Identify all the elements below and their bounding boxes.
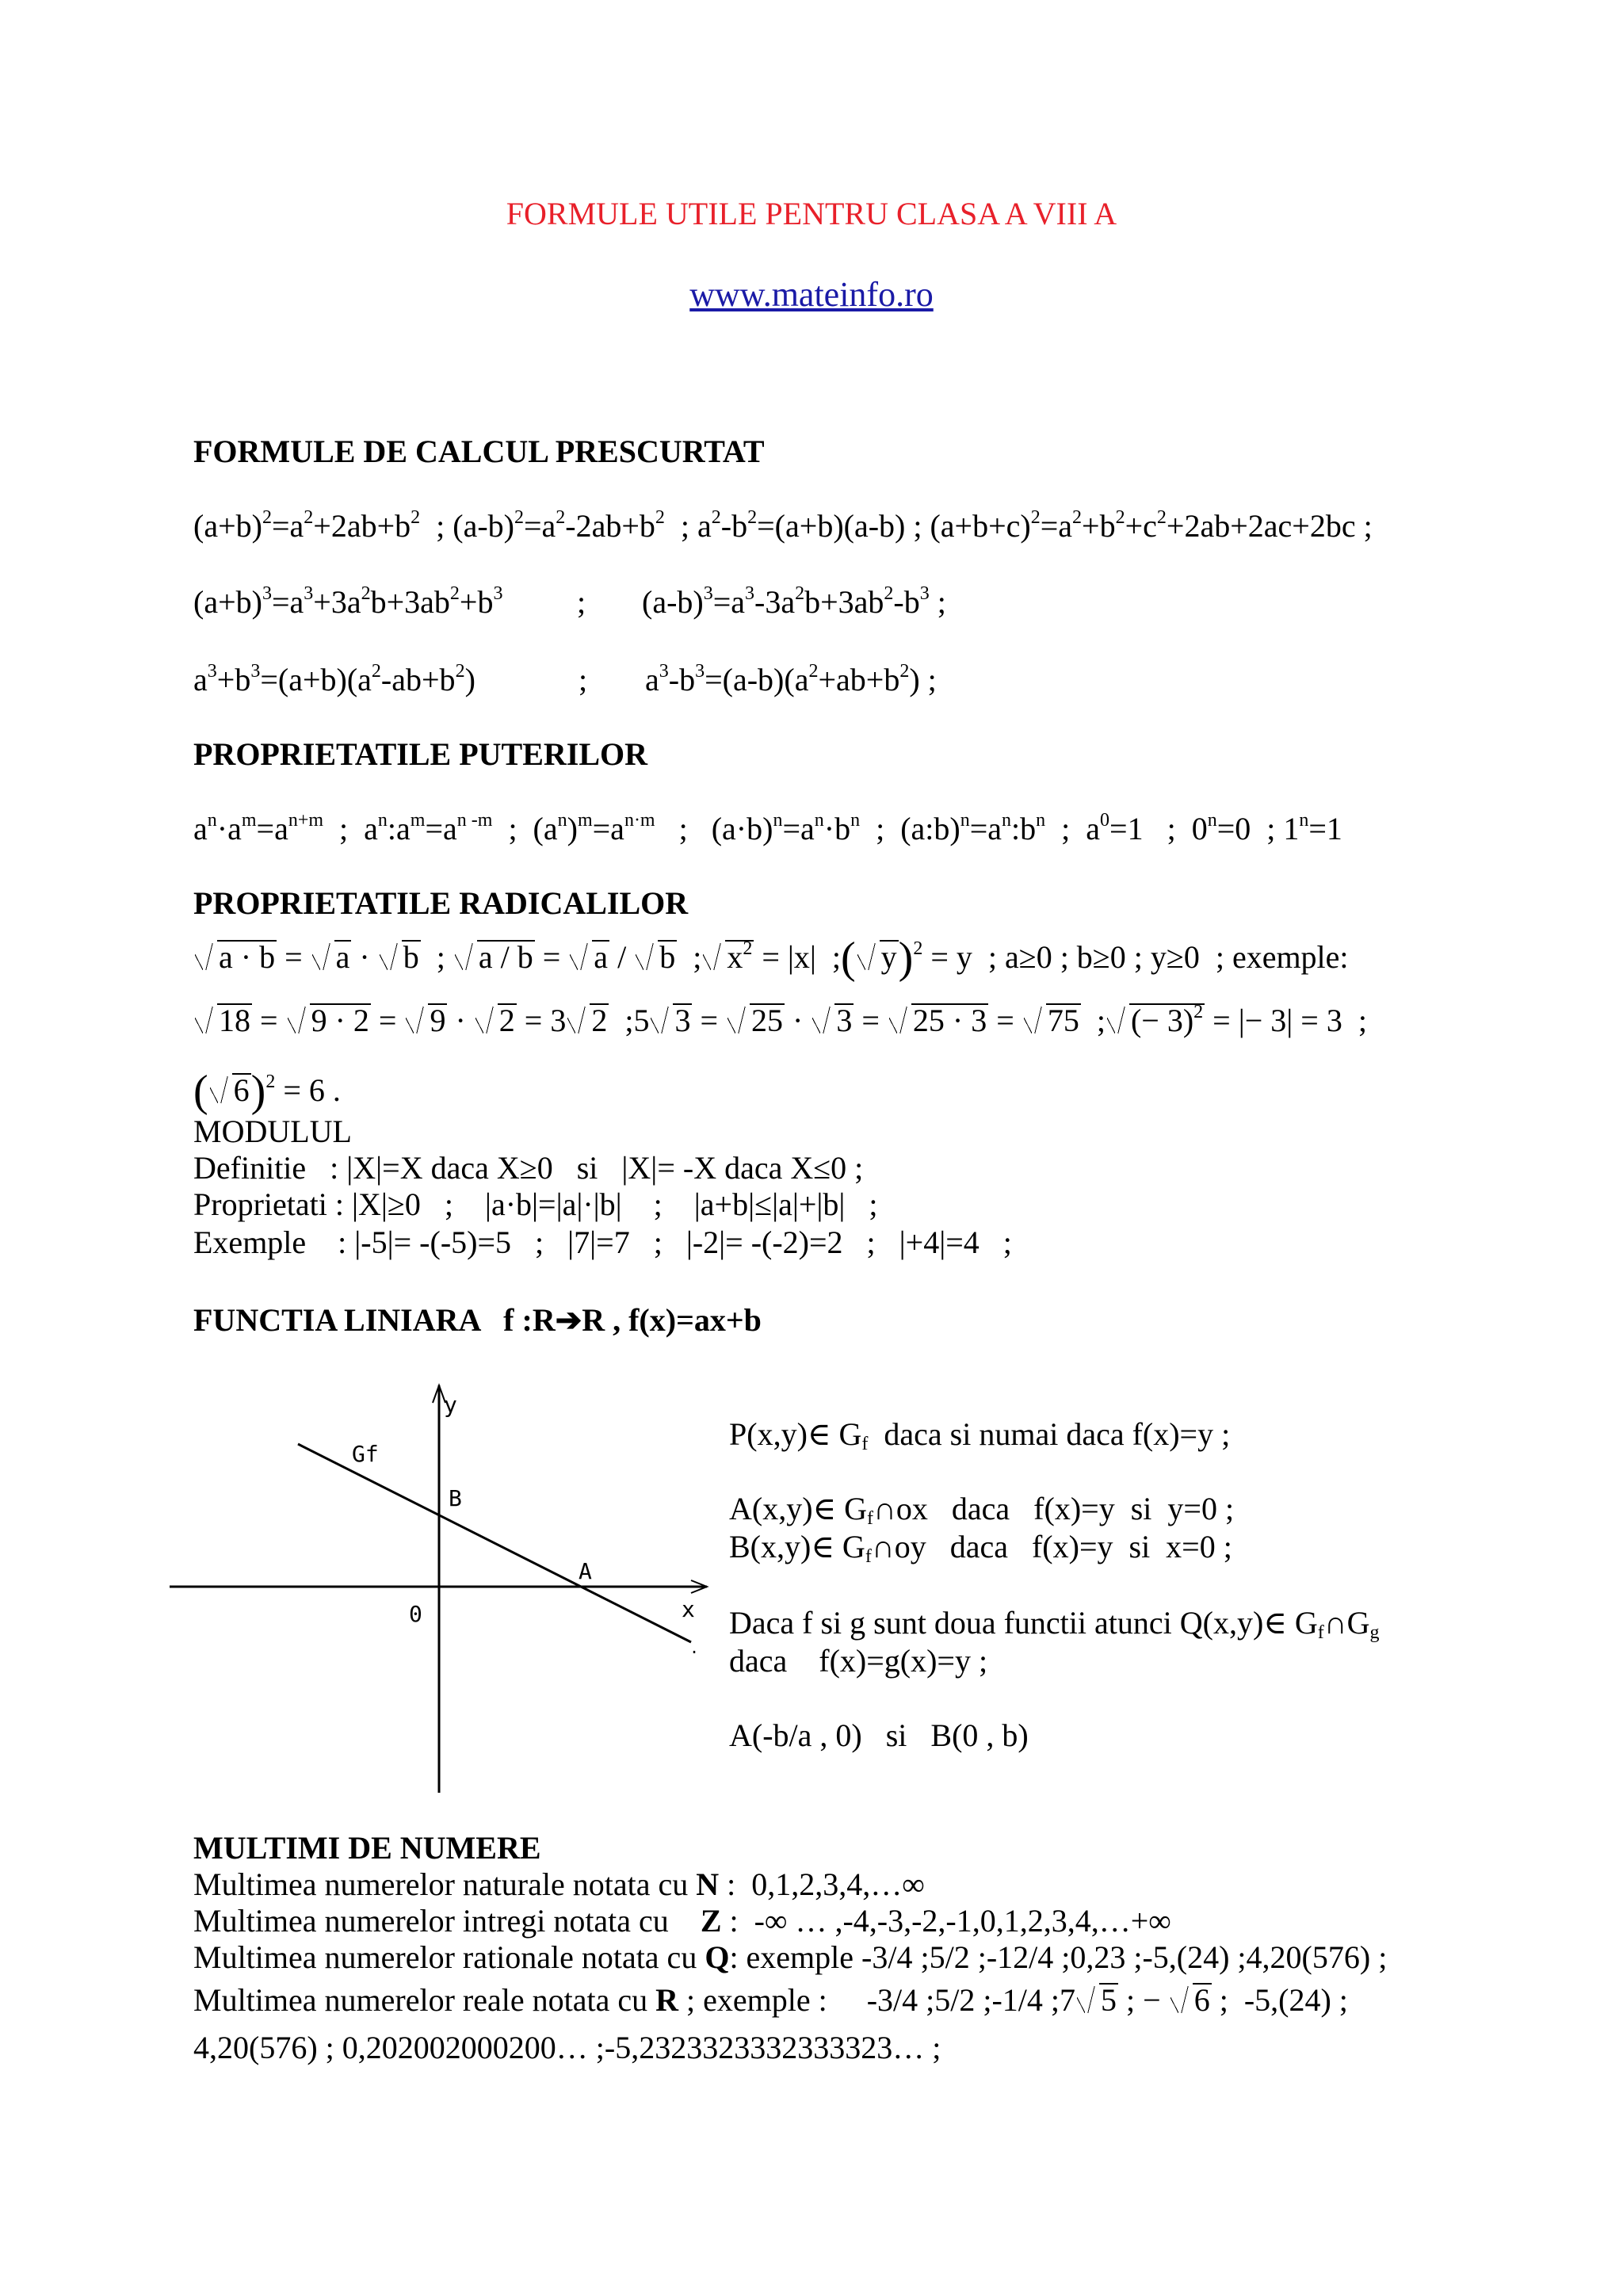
multimi-reale-cont: 4,20(576) ; 0,202002000200… ;-5,2323323332333323… ; xyxy=(193,2030,941,2065)
powers-line: $a^n\cdot a^m=a^{n+m}$ ; $a^n:a^m=a^{n -m}$ ; $(a^n)^m=a^{n\cdot m}$ ; $(a\cdot b)^n=a^n\cdot b^n$ ; $(a:b)^n=a^n:b^n$ ; $a^0=1$ ; $0^n=0$ ; $1^n=1$ xyxy=(193,810,1342,846)
formula-line-1: $(a+b)^2=a^2+2ab+b^2$ ; $(a-b)^2=a^2-2ab+b^2$ ; $a^2-b^2=(a+b)(a-b)$ ; $(a+b+c)^2=a^2+b^2+c^2+2ab+2ac+2bc$ ; xyxy=(193,507,1373,544)
multimi-reale: Multimea numerelor reale notata cu R ; exemple : -3/4 ;5/2 ;-1/4 ;7 5 ; − 6 ; -5,(24) ; xyxy=(193,1982,1348,2018)
function-info-5: daca f(x)=g(x)=y ; xyxy=(729,1643,988,1679)
label-origin: 0 xyxy=(409,1601,422,1627)
label-x: x xyxy=(682,1596,695,1622)
label-y: y xyxy=(444,1392,457,1418)
arrow-right-icon: ➔ xyxy=(555,1302,582,1338)
formula-line-3b: $a^3-b^3=(a-b)(a^2+ab+b^2)$ ; xyxy=(645,661,937,697)
formula-line-3a: $a^3+b^3=(a+b)(a^2-ab+b^2)$ xyxy=(193,661,475,697)
modulul-exemple: Exemple : |-5|= -(-5)=5 ; |7|=7 ; |-2|= -(-2)=2 ; |+4|=4 ; xyxy=(193,1224,1012,1260)
section-heading-modulul: MODULUL xyxy=(193,1114,352,1149)
formula-separator: ; xyxy=(577,584,586,620)
label-b: B xyxy=(449,1485,462,1511)
section-heading-calcul: FORMULE DE CALCUL PRESCURTAT xyxy=(193,434,765,469)
formula-line-2a: $(a+b)^3=a^3+3a^2b+3ab^2+b^3$ xyxy=(193,583,503,620)
radicals-line-1: a · b = a · b ; a / b = a / b ; $x^2 = |x|$ ;( y)$^2$ = y ; a≥0 ; b≥0 ; y≥0 ; exemple: xyxy=(193,938,1349,977)
section-heading-functia: FUNCTIA LINIARA f :R➔R , f(x)=ax+b xyxy=(193,1302,762,1338)
multimi-intregi: Multimea numerelor intregi notata cu Z : -∞ … ,-4,-3,-2,-1,0,1,2,3,4,…+∞ xyxy=(193,1903,1171,1939)
section-heading-multimi: MULTIMI DE NUMERE xyxy=(193,1830,541,1866)
page-title: FORMULE UTILE PENTRU CLASA A VIII A xyxy=(506,196,1117,231)
modulul-proprietati: Proprietati : |X|≥0 ; |a·b|=|a|·|b| ; |a+b|≤|a|+|b| ; xyxy=(193,1186,878,1222)
stray-mark: . xyxy=(689,1638,700,1657)
function-line-gf xyxy=(298,1444,691,1642)
site-link[interactable]: www.mateinfo.ro xyxy=(689,275,934,314)
radicals-line-2: 18 = 9 · 2 = 9 · 2 = 3 2 ;5 3 = 25 · 3 = 25 · 3 = 75 ; (− 3)$^2$ = |− 3| = 3 ; xyxy=(193,1002,1367,1040)
multimi-rationale: Multimea numerelor rationale notata cu Q: exemple -3/4 ;5/2 ;-12/4 ;0,23 ;-5,(24) ;4,20(576) ; xyxy=(193,1939,1388,1975)
function-info-1: P(x,y)∈ $G_f$ daca si numai daca f(x)=y ; xyxy=(729,1416,1231,1454)
section-heading-radicali: PROPRIETATILE RADICALILOR xyxy=(193,885,689,921)
label-gf: Gf xyxy=(352,1441,379,1467)
formula-separator: ; xyxy=(579,662,588,697)
section-heading-puteri: PROPRIETATILE PUTERILOR xyxy=(193,736,648,772)
radicals-line-3: ( 6)$^2$ = 6 . xyxy=(193,1067,341,1116)
function-info-3: B(x,y)∈ $G_f\cap oy$ daca f(x)=y si x=0 ; xyxy=(729,1529,1232,1567)
linear-function-graph xyxy=(158,1379,729,1807)
function-info-6: A(-b/a , 0) si B(0 , b) xyxy=(729,1717,1029,1753)
label-a: A xyxy=(579,1558,592,1584)
formula-line-2b: $(a-b)^3=a^3-3a^2b+3ab^2-b^3$ ; xyxy=(642,583,946,620)
function-info-2: A(x,y)∈ $G_f\cap ox$ daca f(x)=y si y=0 ; xyxy=(729,1491,1235,1529)
modulul-definitie: Definitie : |X|=X daca X≥0 si |X|= -X daca X≤0 ; xyxy=(193,1150,864,1186)
multimi-naturale: Multimea numerelor naturale notata cu N : 0,1,2,3,4,…∞ xyxy=(193,1866,925,1902)
function-info-4: Daca f si g sunt doua functii atunci Q(x,y)∈ $G_f\cap G_g$ xyxy=(729,1605,1380,1643)
